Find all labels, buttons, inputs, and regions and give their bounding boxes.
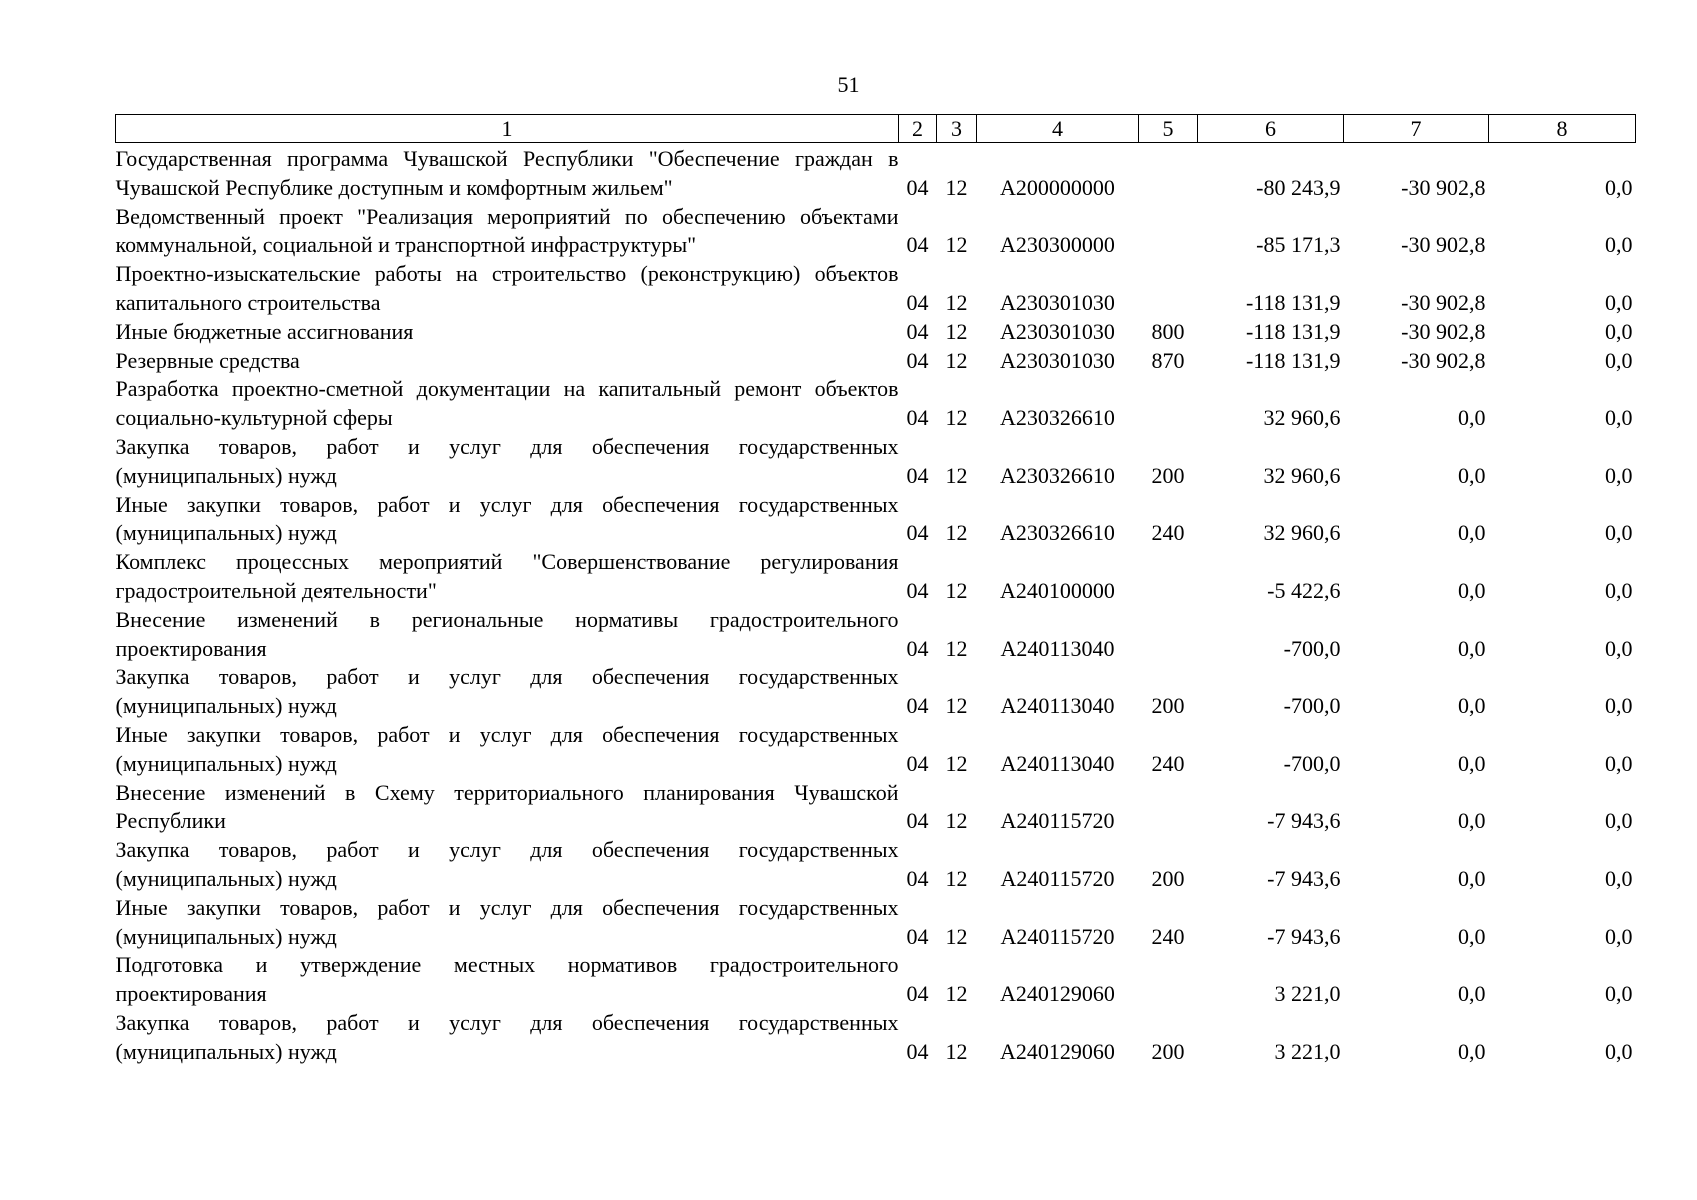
- row-value-col8: 0,0: [1605, 520, 1633, 546]
- row-value-col7: 0,0: [1458, 405, 1486, 431]
- row-subsection-code: 12: [945, 577, 968, 603]
- row-target-article: А240115720: [1000, 808, 1115, 834]
- row-expense-type: [1139, 606, 1198, 664]
- row-expense-type: 800: [1151, 318, 1185, 344]
- budget-table: [115, 114, 1636, 1067]
- header-col-8: 8: [1489, 115, 1636, 143]
- row-name: Внесение изменений в региональные нормативы градостроительного проектирования: [115, 606, 899, 661]
- row-value-col7: 0,0: [1458, 923, 1486, 949]
- row-target-article: А230301030: [1000, 347, 1115, 373]
- table-row: [116, 836, 1636, 894]
- row-expense-type: 870: [1151, 347, 1185, 373]
- row-subsection-code: 12: [945, 347, 968, 373]
- table-row: [116, 433, 1636, 491]
- row-value-col7: 0,0: [1458, 981, 1486, 1007]
- table-row: [116, 318, 1636, 347]
- row-value-col6: -80 243,9: [1256, 174, 1341, 200]
- row-value-col7: -30 902,8: [1401, 318, 1486, 344]
- row-expense-type: [1139, 375, 1198, 433]
- row-section-code: 04: [906, 232, 929, 258]
- row-value-col7: 0,0: [1458, 865, 1486, 891]
- row-value-col8: 0,0: [1605, 1038, 1633, 1064]
- row-value-col8: 0,0: [1605, 462, 1633, 488]
- table-row: [116, 606, 1636, 664]
- row-name: Закупка товаров, работ и услуг для обеспечения государственных (муниципальных) нужд: [115, 433, 899, 488]
- table-row: [116, 951, 1636, 1009]
- row-subsection-code: 12: [945, 693, 968, 719]
- row-value-col6: -118 131,9: [1245, 318, 1341, 344]
- row-target-article: А240129060: [1000, 981, 1115, 1007]
- row-expense-type: 200: [1151, 865, 1185, 891]
- row-name: Внесение изменений в Схему территориального планирования Чувашской Республики: [115, 779, 899, 834]
- row-value-col6: 3 221,0: [1274, 1038, 1341, 1064]
- row-value-col7: -30 902,8: [1401, 347, 1486, 373]
- header-col-4: 4: [977, 115, 1139, 143]
- row-target-article: А230300000: [1000, 232, 1115, 258]
- row-expense-type: [1139, 203, 1198, 261]
- row-section-code: 04: [906, 318, 929, 344]
- row-subsection-code: 12: [945, 318, 968, 344]
- table-row: [116, 548, 1636, 606]
- row-subsection-code: 12: [945, 405, 968, 431]
- header-col-2: 2: [899, 115, 937, 143]
- row-value-col6: -118 131,9: [1245, 289, 1341, 315]
- row-value-col8: 0,0: [1605, 693, 1633, 719]
- row-target-article: А240113040: [1000, 750, 1115, 776]
- row-expense-type: [1139, 779, 1198, 837]
- row-value-col8: 0,0: [1605, 750, 1633, 776]
- row-value-col7: 0,0: [1458, 1038, 1486, 1064]
- row-target-article: А200000000: [1000, 174, 1115, 200]
- row-name: Закупка товаров, работ и услуг для обеспечения государственных (муниципальных) нужд: [115, 664, 899, 719]
- row-target-article: А230326610: [1000, 462, 1115, 488]
- row-value-col6: -118 131,9: [1245, 347, 1341, 373]
- row-section-code: 04: [906, 808, 929, 834]
- row-value-col6: -7 943,6: [1267, 865, 1341, 891]
- row-section-code: 04: [906, 405, 929, 431]
- row-section-code: 04: [906, 693, 929, 719]
- row-section-code: 04: [906, 174, 929, 200]
- row-value-col6: -7 943,6: [1267, 808, 1341, 834]
- row-name: Иные закупки товаров, работ и услуг для обеспечения государственных (муниципальных) нужд: [115, 721, 899, 776]
- row-value-col8: 0,0: [1605, 174, 1633, 200]
- row-subsection-code: 12: [945, 289, 968, 315]
- row-value-col6: 3 221,0: [1274, 981, 1341, 1007]
- row-section-code: 04: [906, 347, 929, 373]
- row-name: Закупка товаров, работ и услуг для обеспечения государственных (муниципальных) нужд: [115, 1009, 899, 1064]
- header-col-6: 6: [1198, 115, 1344, 143]
- row-expense-type: 240: [1151, 923, 1185, 949]
- row-subsection-code: 12: [945, 865, 968, 891]
- row-subsection-code: 12: [945, 1038, 968, 1064]
- row-value-col8: 0,0: [1605, 347, 1633, 373]
- row-value-col7: 0,0: [1458, 462, 1486, 488]
- row-value-col7: 0,0: [1458, 693, 1486, 719]
- row-name: Комплекс процессных мероприятий "Совершенствование регулирования градостроительной деятельности": [115, 549, 899, 603]
- row-name: Иные закупки товаров, работ и услуг для обеспечения государственных (муниципальных) нужд: [115, 894, 899, 949]
- row-subsection-code: 12: [945, 635, 968, 661]
- row-subsection-code: 12: [945, 750, 968, 776]
- page-number: 51: [837, 72, 860, 97]
- row-target-article: А230301030: [1000, 289, 1115, 315]
- row-name: Проектно-изыскательские работы на строительство (реконструкцию) объектов капитального строительства: [115, 261, 899, 315]
- row-value-col8: 0,0: [1605, 635, 1633, 661]
- row-section-code: 04: [906, 635, 929, 661]
- row-name: Иные бюджетные ассигнования: [115, 318, 414, 344]
- header-col-3: 3: [937, 115, 977, 143]
- table-row: [116, 491, 1636, 549]
- row-name: Государственная программа Чувашской Республики "Обеспечение граждан в Чувашской Республике доступным и комфортным жильем": [115, 146, 899, 200]
- row-value-col7: -30 902,8: [1401, 289, 1486, 315]
- row-name: Иные закупки товаров, работ и услуг для обеспечения государственных (муниципальных) нужд: [115, 491, 899, 546]
- row-expense-type: 240: [1151, 520, 1185, 546]
- row-value-col6: -5 422,6: [1267, 577, 1341, 603]
- table-row: [116, 260, 1636, 318]
- row-value-col8: 0,0: [1605, 577, 1633, 603]
- row-expense-type: [1139, 260, 1198, 318]
- table-row: [116, 1009, 1636, 1067]
- row-section-code: 04: [906, 1038, 929, 1064]
- row-section-code: 04: [906, 865, 929, 891]
- row-section-code: 04: [906, 923, 929, 949]
- row-name: Ведомственный проект "Реализация мероприятий по обеспечению объектами коммунальной, социальной и транспортной инфраструктуры": [115, 203, 899, 258]
- header-col-7: 7: [1344, 115, 1489, 143]
- table-row: [116, 663, 1636, 721]
- row-target-article: А240115720: [1000, 865, 1115, 891]
- row-target-article: А240115720: [1000, 923, 1115, 949]
- row-subsection-code: 12: [945, 174, 968, 200]
- table-body: [116, 143, 1636, 1067]
- row-section-code: 04: [906, 462, 929, 488]
- row-target-article: А230326610: [1000, 520, 1115, 546]
- row-subsection-code: 12: [945, 981, 968, 1007]
- row-value-col7: -30 902,8: [1401, 232, 1486, 258]
- row-subsection-code: 12: [945, 808, 968, 834]
- row-value-col8: 0,0: [1605, 289, 1633, 315]
- row-value-col8: 0,0: [1605, 981, 1633, 1007]
- row-value-col7: 0,0: [1458, 808, 1486, 834]
- row-section-code: 04: [906, 520, 929, 546]
- table-row: [116, 347, 1636, 376]
- row-value-col7: 0,0: [1458, 635, 1486, 661]
- row-value-col6: -7 943,6: [1267, 923, 1341, 949]
- row-value-col7: 0,0: [1458, 750, 1486, 776]
- row-value-col8: 0,0: [1605, 808, 1633, 834]
- table-row: [116, 894, 1636, 952]
- row-target-article: А230326610: [1000, 405, 1115, 431]
- row-target-article: А230301030: [1000, 318, 1115, 344]
- row-subsection-code: 12: [945, 462, 968, 488]
- row-expense-type: [1139, 548, 1198, 606]
- row-value-col6: 32 960,6: [1263, 462, 1341, 488]
- row-value-col6: -700,0: [1283, 750, 1341, 776]
- row-value-col8: 0,0: [1605, 923, 1633, 949]
- row-expense-type: 200: [1151, 1038, 1185, 1064]
- row-expense-type: 240: [1151, 750, 1185, 776]
- row-value-col8: 0,0: [1605, 232, 1633, 258]
- row-value-col7: 0,0: [1458, 577, 1486, 603]
- row-section-code: 04: [906, 289, 929, 315]
- row-subsection-code: 12: [945, 232, 968, 258]
- row-value-col8: 0,0: [1605, 318, 1633, 344]
- row-target-article: А240113040: [1000, 693, 1115, 719]
- row-name: Закупка товаров, работ и услуг для обеспечения государственных (муниципальных) нужд: [115, 837, 899, 891]
- row-value-col6: 32 960,6: [1263, 520, 1341, 546]
- row-subsection-code: 12: [945, 923, 968, 949]
- row-target-article: А240113040: [1000, 635, 1115, 661]
- row-value-col6: -700,0: [1283, 635, 1341, 661]
- row-section-code: 04: [906, 981, 929, 1007]
- table-row: [116, 721, 1636, 779]
- row-expense-type: 200: [1151, 462, 1185, 488]
- table-row: [116, 143, 1636, 203]
- row-target-article: А240100000: [1000, 577, 1115, 603]
- row-expense-type: [1139, 951, 1198, 1009]
- header-row: [116, 115, 1636, 143]
- row-value-col7: 0,0: [1458, 520, 1486, 546]
- row-expense-type: [1139, 143, 1198, 203]
- row-target-article: А240129060: [1000, 1038, 1115, 1064]
- table-row: [116, 375, 1636, 433]
- row-value-col8: 0,0: [1605, 405, 1633, 431]
- row-section-code: 04: [906, 577, 929, 603]
- row-value-col7: -30 902,8: [1401, 174, 1486, 200]
- row-value-col8: 0,0: [1605, 865, 1633, 891]
- header-col-5: 5: [1139, 115, 1198, 143]
- row-value-col6: -85 171,3: [1256, 232, 1341, 258]
- row-name: Подготовка и утверждение местных нормативов градостроительного проектирования: [115, 952, 899, 1007]
- row-subsection-code: 12: [945, 520, 968, 546]
- row-expense-type: 200: [1151, 693, 1185, 719]
- row-value-col6: 32 960,6: [1263, 405, 1341, 431]
- table-row: [116, 203, 1636, 261]
- row-value-col6: -700,0: [1283, 693, 1341, 719]
- row-name: Резервные средства: [115, 347, 300, 373]
- row-section-code: 04: [906, 750, 929, 776]
- table-row: [116, 779, 1636, 837]
- row-name: Разработка проектно-сметной документации на капитальный ремонт объектов социально-культурной сферы: [115, 376, 899, 431]
- table-header: [116, 115, 1636, 143]
- header-col-1: 1: [116, 115, 899, 143]
